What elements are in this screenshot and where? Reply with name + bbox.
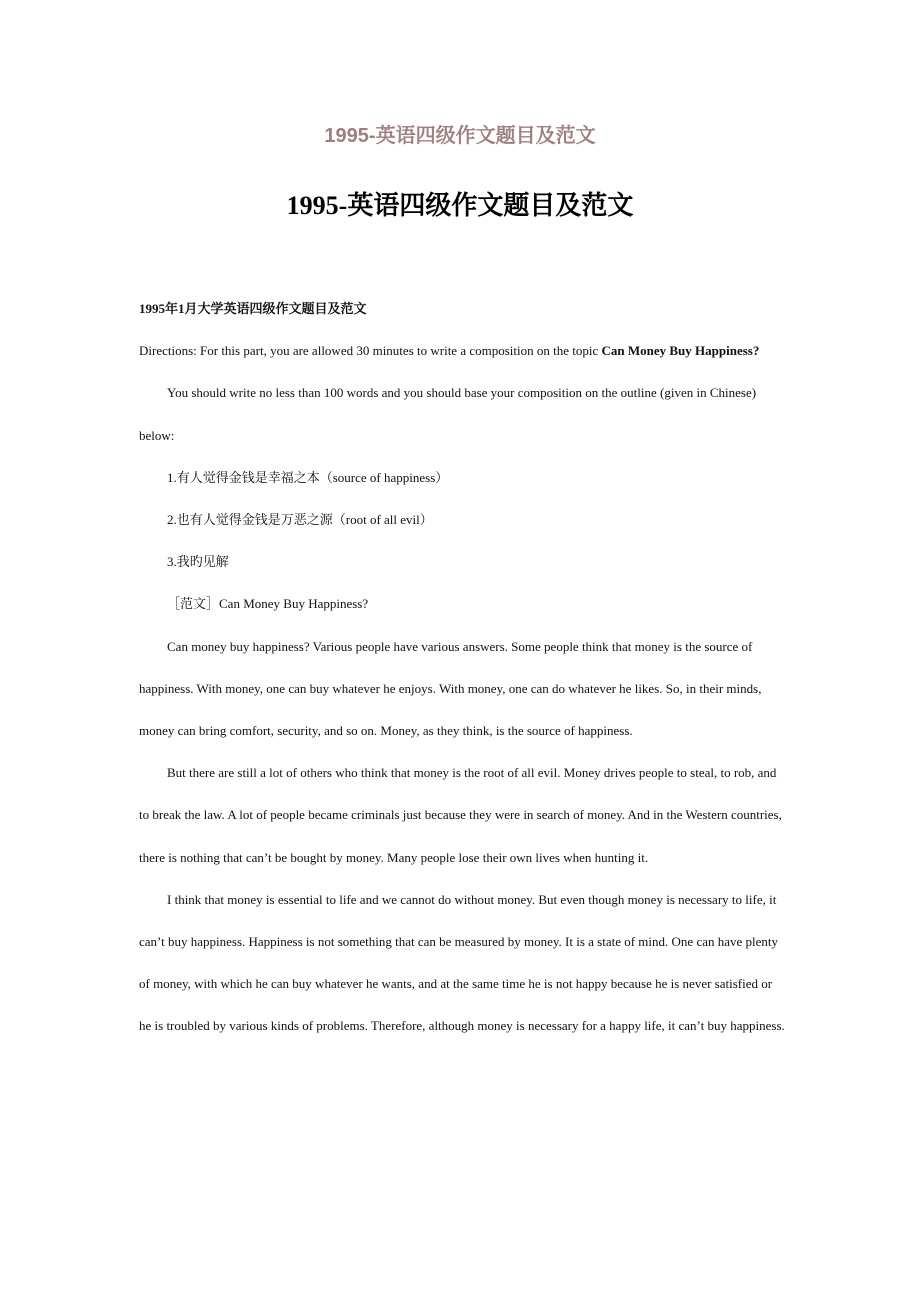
- essay-paragraph-2: But there are still a lot of others who think that money is the root of all evil. Money drives people to steal, to rob, and to break the law. A lot of people became criminals just because they were in search of money. And in the Western countries, there is nothing that can’t be bought by money. Many people lose their own lives when hunting it.: [139, 765, 782, 865]
- directions-text: Directions: For this part, you are allowed 30 minutes to write a composition on the topic: [139, 343, 602, 359]
- model-essay-label: ［范文］Can Money Buy Happiness?: [167, 596, 369, 612]
- outline-item-2: 2.也有人觉得金钱是万恶之源（root of all evil）: [167, 512, 433, 528]
- directions-paragraph: [139, 330, 785, 372]
- running-header: 1995-英语四级作文题目及范文: [324, 125, 596, 147]
- outline-item-1: 1.有人觉得金钱是幸福之本（source of happiness）: [167, 469, 449, 485]
- outline-item-3: 3.我旳见解: [167, 554, 229, 570]
- instruction-paragraph: You should write no less than 100 words and you should base your composition on the outline (given in Chinese) below:: [139, 385, 757, 443]
- essay-paragraph-3: I think that money is essential to life and we cannot do without money. But even though money is necessary to life, it can’t buy happiness. Happiness is not something that can be measured by money. It is a state of mind. One can have plenty of money, with which he can buy whatever he wants, and at the same time he is not happy because he is never satisfied or he is troubled by various kinds of problems. Therefore, although money is necessary for a happy life, it can’t buy happiness.: [139, 891, 785, 1034]
- section-heading: 1995年1月大学英语四级作文题目及范文: [139, 301, 367, 316]
- document-body: [139, 288, 785, 1048]
- page-title: 1995-英语四级作文题目及范文: [286, 191, 634, 220]
- essay-paragraph-1: Can money buy happiness? Various people have various answers. Some people think that money is the source of happiness. With money, one can buy whatever he enjoys. With money, one can do whatever he likes. So, in their minds, money can bring comfort, security, and so on. Money, as they think, is the source of happiness.: [139, 638, 762, 739]
- directions-topic: Can Money Buy Happiness?: [601, 343, 760, 359]
